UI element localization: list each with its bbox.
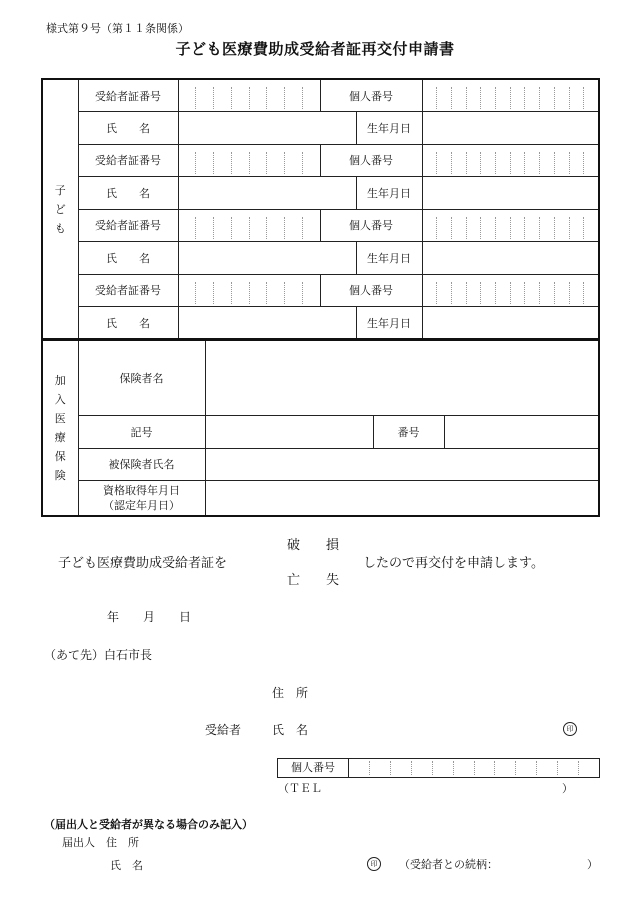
recipient-number-label: 受給者証番号: [78, 209, 178, 242]
recipient-number-field[interactable]: [178, 274, 320, 307]
insurer-name-field[interactable]: [205, 340, 599, 415]
recipient-number-field[interactable]: [178, 79, 320, 112]
my-number-label: 個人番号: [320, 79, 422, 112]
birthdate-field[interactable]: [422, 112, 599, 145]
child-name-label: 氏 名: [78, 242, 178, 275]
applicant-address-label: 住 所: [272, 686, 309, 700]
application-date[interactable]: 年 月 日: [107, 610, 192, 624]
tel-label: （ＴＥＬ: [278, 782, 322, 795]
page-title: 子ども医療費助成受給者証再交付申請書: [175, 40, 455, 58]
my-number-field[interactable]: [422, 79, 599, 112]
birthdate-field[interactable]: [422, 307, 599, 340]
recipient-number-label: 受給者証番号: [78, 79, 178, 112]
insurer-name-label: 保険者名: [78, 340, 205, 415]
symbol-field[interactable]: [205, 415, 373, 448]
child-name-label: 氏 名: [78, 177, 178, 210]
insured-name-label: 被保険者氏名: [78, 448, 205, 480]
child-name-field[interactable]: [178, 112, 356, 145]
request-suffix: したので再交付を申請します。: [363, 556, 544, 571]
insured-name-field[interactable]: [205, 448, 599, 480]
child-name-label: 氏 名: [78, 307, 178, 340]
my-number-label: 個人番号: [320, 144, 422, 177]
tel-close: ）: [562, 782, 573, 795]
applicant-my-number[interactable]: [277, 758, 600, 778]
birthdate-label: 生年月日: [356, 177, 422, 210]
child-name-label: 氏 名: [78, 112, 178, 145]
reason-damaged[interactable]: 破 損: [287, 538, 340, 553]
recipient-label: 受給者: [205, 723, 242, 737]
reason-lost[interactable]: 亡 失: [287, 573, 340, 588]
children-section-label: 子 ど も: [42, 79, 78, 339]
birthdate-field[interactable]: [422, 242, 599, 275]
filer-address-label: 届出人 住 所: [62, 836, 139, 849]
birthdate-field[interactable]: [422, 177, 599, 210]
recipient-number-label: 受給者証番号: [78, 144, 178, 177]
children-table: [41, 78, 600, 340]
request-prefix: 子ども医療費助成受給者証を: [58, 556, 228, 571]
relation-close: ）: [587, 858, 598, 871]
my-number-field[interactable]: [422, 274, 599, 307]
filer-note: （届出人と受給者が異なる場合のみ記入）: [44, 818, 253, 831]
birthdate-label: 生年月日: [356, 242, 422, 275]
symbol-label: 記号: [78, 415, 205, 448]
relation-label: （受給者との続柄：: [399, 858, 498, 871]
filer-name-label: 氏 名: [110, 859, 143, 872]
birthdate-label: 生年月日: [356, 112, 422, 145]
child-name-field[interactable]: [178, 177, 356, 210]
number-label: 番号: [373, 415, 444, 448]
my-number-field[interactable]: [422, 144, 599, 177]
applicant-name-label: 氏 名: [272, 723, 309, 737]
form-number: 様式第９号（第１１条関係）: [46, 22, 189, 35]
recipient-number-label: 受給者証番号: [78, 274, 178, 307]
my-number-field[interactable]: [422, 209, 599, 242]
birthdate-label: 生年月日: [356, 307, 422, 340]
qualification-date-label: 資格取得年月日 （認定年月日）: [78, 480, 205, 516]
applicant-my-number-label: 個人番号: [278, 759, 349, 777]
insurance-section-label: 加 入 医 療 保 険: [42, 340, 78, 516]
child-name-field[interactable]: [178, 242, 356, 275]
recipient-number-field[interactable]: [178, 144, 320, 177]
insurance-table: [41, 339, 600, 517]
qualification-date-field[interactable]: [205, 480, 599, 516]
seal-icon: 印: [563, 722, 577, 736]
my-number-label: 個人番号: [320, 274, 422, 307]
recipient-number-field[interactable]: [178, 209, 320, 242]
addressee: （あて先）白石市長: [44, 648, 153, 662]
my-number-label: 個人番号: [320, 209, 422, 242]
applicant-my-number-field[interactable]: [349, 759, 599, 777]
number-field[interactable]: [444, 415, 599, 448]
child-name-field[interactable]: [178, 307, 356, 340]
seal-icon: 印: [367, 857, 381, 871]
